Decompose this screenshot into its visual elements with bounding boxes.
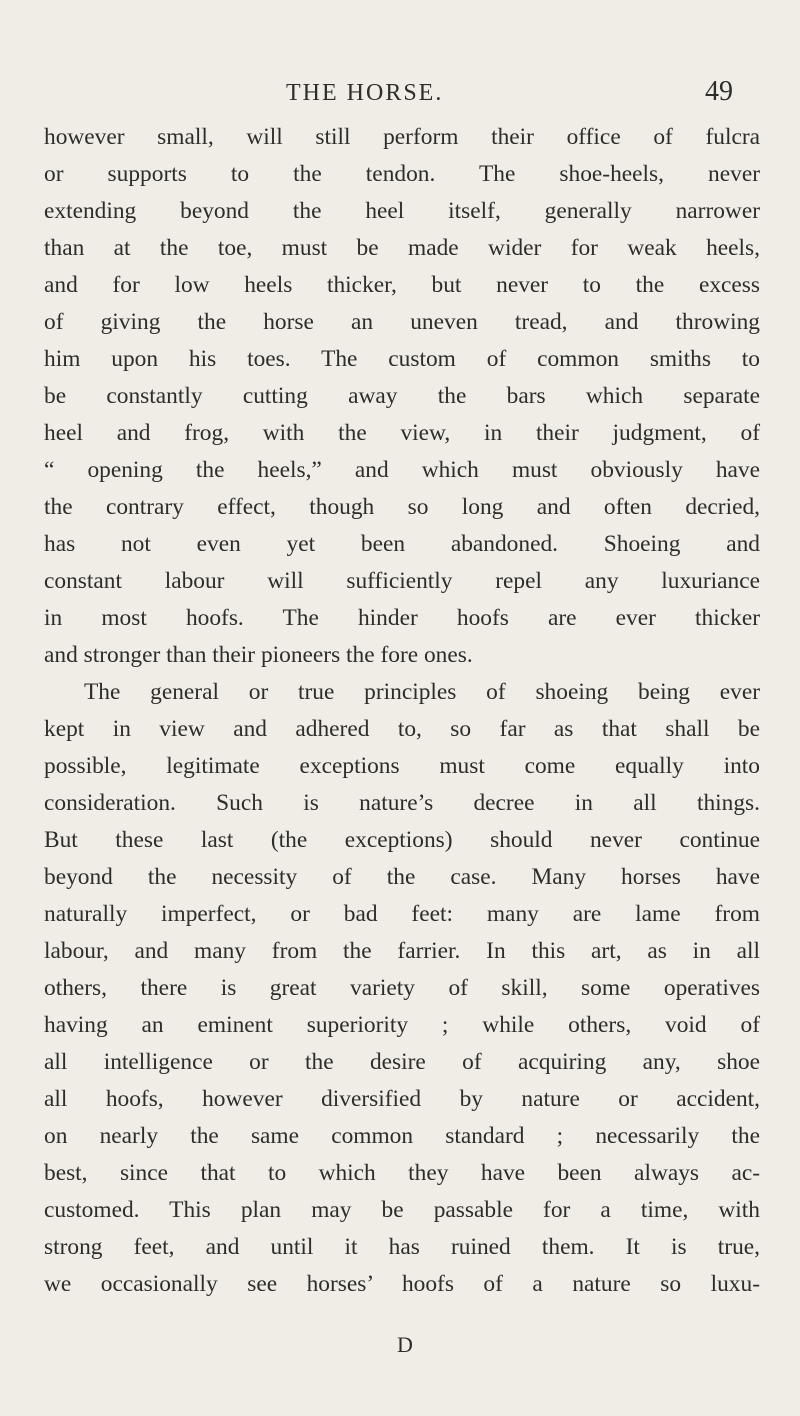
text-line: or supports to the tendon. The shoe-heels, never (44, 161, 760, 187)
text-line: the contrary effect, though so long and often decried, (44, 494, 760, 520)
text-line: others, there is great variety of skill, some operatives (44, 975, 760, 1001)
text-line: all hoofs, however diversified by nature or accident, (44, 1086, 760, 1112)
text-line: of giving the horse an uneven tread, and throwing (44, 309, 760, 335)
running-title: THE HORSE. (286, 80, 444, 106)
text-line: naturally imperfect, or bad feet: many are lame from (44, 901, 760, 927)
text-line: “ opening the heels,” and which must obviously have (44, 457, 760, 483)
text-line: kept in view and adhered to, so far as that shall be (44, 716, 760, 742)
text-line: and for low heels thicker, but never to the excess (44, 272, 760, 298)
text-line: and stronger than their pioneers the fore ones. (44, 642, 473, 668)
text-line: all intelligence or the desire of acquiring any, shoe (44, 1049, 760, 1075)
text-line: we occasionally see horses’ hoofs of a nature so luxu- (44, 1271, 760, 1297)
text-line: constant labour will sufficiently repel any luxuriance (44, 568, 760, 594)
text-line: But these last (the exceptions) should never continue (44, 827, 760, 853)
text-line: customed. This plan may be passable for a time, with (44, 1197, 760, 1223)
page-number: 49 (705, 76, 733, 107)
running-head (0, 76, 800, 116)
text-line: in most hoofs. The hinder hoofs are ever thicker (44, 605, 760, 631)
text-line: has not even yet been abandoned. Shoeing and (44, 531, 760, 557)
text-line: than at the toe, must be made wider for weak heels, (44, 235, 760, 261)
text-line: possible, legitimate exceptions must come equally into (44, 753, 760, 779)
text-line: best, since that to which they have been always ac- (44, 1160, 760, 1186)
text-line: be constantly cutting away the bars which separate (44, 383, 760, 409)
text-line: on nearly the same common standard ; necessarily the (44, 1123, 760, 1149)
text-line: beyond the necessity of the case. Many horses have (44, 864, 760, 890)
text-line: consideration. Such is nature’s decree in all things. (44, 790, 760, 816)
body-text (44, 119, 760, 1303)
text-line: labour, and many from the farrier. In this art, as in all (44, 938, 760, 964)
text-line: however small, will still perform their office of fulcra (44, 124, 760, 150)
text-line: The general or true principles of shoeing being ever (84, 679, 760, 705)
signature-mark: D (397, 1332, 413, 1357)
text-line: him upon his toes. The custom of common smiths to (44, 346, 760, 372)
text-line: strong feet, and until it has ruined them. It is true, (44, 1234, 760, 1260)
text-line: extending beyond the heel itself, generally narrower (44, 198, 760, 224)
text-line: having an eminent superiority ; while others, void of (44, 1012, 760, 1038)
text-line: heel and frog, with the view, in their judgment, of (44, 420, 760, 446)
